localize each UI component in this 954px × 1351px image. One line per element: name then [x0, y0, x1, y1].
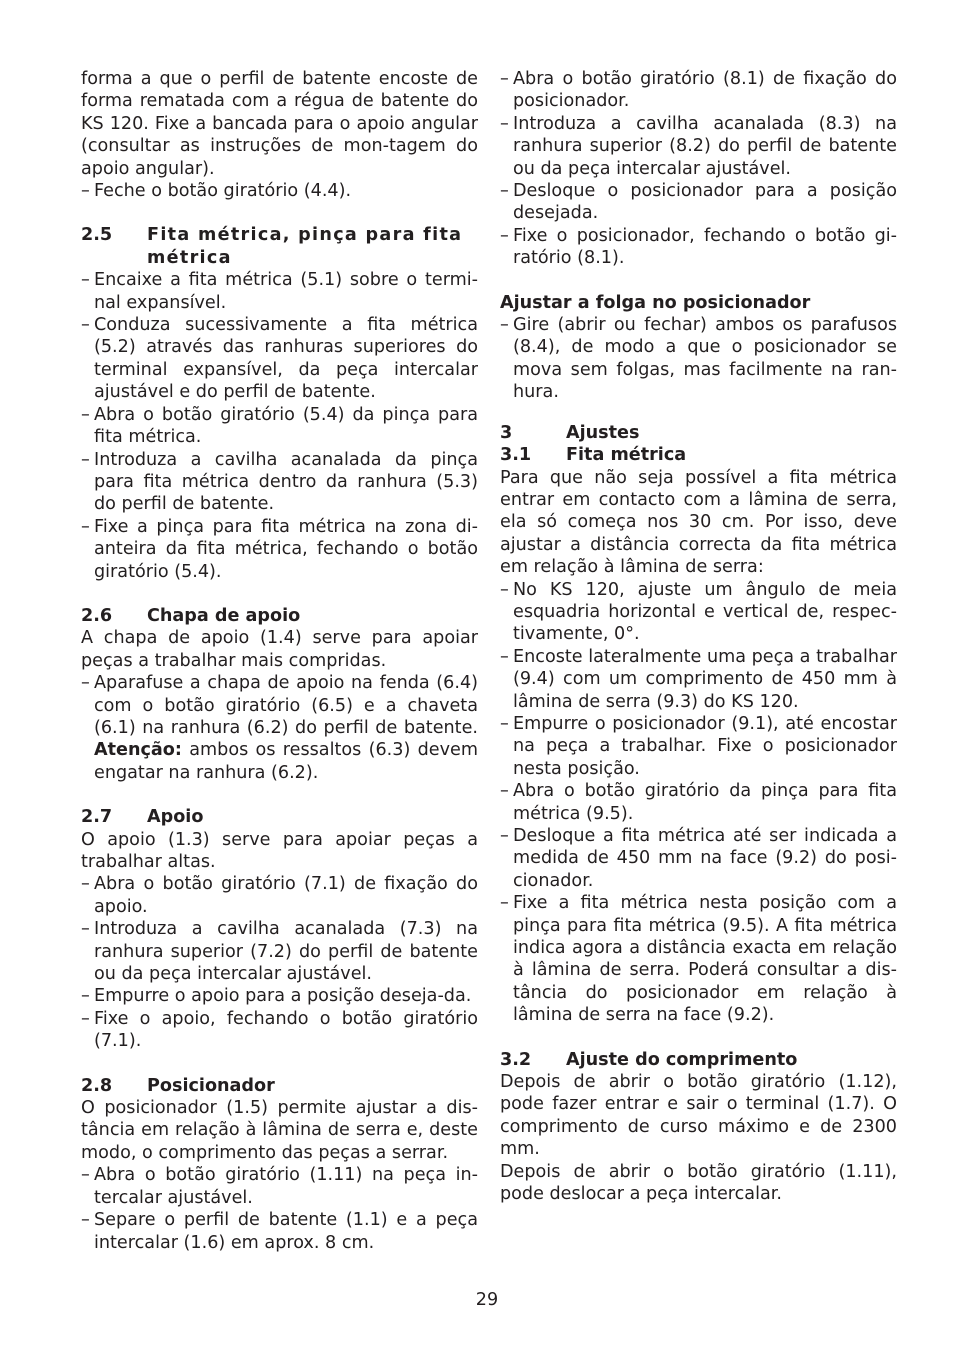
paragraph: A chapa de apoio (1.4) serve para apoiar peças a trabalhar mais compridas.: [81, 628, 478, 671]
list-item: – Abra o botão giratório (7.1) de fixação do apoio.: [81, 873, 478, 918]
section-number: 3.2: [500, 1049, 532, 1070]
list-item: – Fixe a pinça para fita métrica na zona di-anteira da fita métrica, fechando o botão giratório (5.4).: [81, 516, 478, 583]
left-column: [81, 68, 478, 1254]
list-item: – Encaixe a fita métrica (5.1) sobre o termi-nal expansível.: [81, 269, 478, 314]
list-item: – Fixe a fita métrica nesta posição com a pinça para fita métrica (9.5). A fita métrica indica agora a distância exacta em relação à lâmina de serra. Poderá consultar a dis-tância do posicionador em relação à lâmina de serra na face (9.2).: [500, 892, 897, 1026]
section-number: 3.1: [500, 445, 532, 466]
section-heading-2-7: [81, 806, 478, 828]
section-title: Fita métrica: [566, 445, 687, 466]
section-number: 2.8: [81, 1075, 113, 1096]
list-item: – Fixe o posicionador, fechando o botão gi-ratório (8.1).: [500, 225, 897, 270]
section-heading-2-8: [81, 1075, 478, 1097]
page-number: 29: [475, 1290, 499, 1310]
section-heading-3-1: [500, 444, 897, 466]
paragraph: Para que não seja possível a fita métrica entrar em contacto com a lâmina de serra, ela só começa nos 30 cm. Por isso, deve ajustar a distância correcta da fita métrica em relação à lâmina de serra:: [500, 467, 897, 578]
list-item: – Desloque a fita métrica até ser indicada a medida de 450 mm na face (9.2) do posi-cionador.: [500, 825, 897, 892]
section-title: Chapa de apoio: [147, 605, 301, 626]
list-item: – Conduza sucessivamente a fita métrica (5.2) através das ranhuras superiores do terminal expansível, da peça intercalar ajustável e do perfil de batente.: [81, 314, 478, 404]
list-item: – Abra o botão giratório (8.1) de fixação do posicionador.: [500, 68, 897, 113]
section-number: 2.5: [81, 225, 113, 246]
right-column: [500, 68, 897, 1206]
subheading-folga: Ajustar a folga no posicionador: [500, 292, 811, 313]
section-number: 3: [500, 422, 513, 443]
section-heading-2-6: [81, 605, 478, 627]
paragraph: O apoio (1.3) serve para apoiar peças a trabalhar altas.: [81, 829, 478, 872]
section-title: Ajustes: [566, 422, 640, 443]
section-title: Ajuste do comprimento: [566, 1049, 798, 1070]
paragraph: Depois de abrir o botão giratório (1.12), pode fazer entrar e sair o terminal (1.7). O comprimento de curso máximo e de 2300 mm.: [500, 1072, 897, 1160]
list-item: – Encoste lateralmente uma peça a trabalhar (9.4) com um comprimento de 450 mm à lâmina de serra (9.3) do KS 120.: [500, 646, 897, 713]
paragraph: Depois de abrir o botão giratório (1.11), pode deslocar a peça intercalar.: [500, 1161, 897, 1205]
list-item: – Fixe o apoio, fechando o botão giratório (7.1).: [81, 1008, 478, 1053]
continued-paragraph: forma a que o perfil de batente encoste de forma rematada com a régua de batente do KS 120. Fixe a bancada para o apoio angular (consultar as instruções de mon-tagem do apoio angular).: [81, 69, 478, 179]
list-item: – Abra o botão giratório da pinça para fita métrica (9.5).: [500, 780, 897, 825]
list-item: – Empurre o apoio para a posição deseja-da.: [81, 985, 478, 1007]
list-item: – Abra o botão giratório (1.11) na peça in-tercalar ajustável.: [81, 1164, 478, 1209]
section-heading-3: [500, 422, 897, 444]
list-item: – Abra o botão giratório (5.4) da pinça para fita métrica.: [81, 404, 478, 449]
list-item: – Gire (abrir ou fechar) ambos os parafusos (8.4), de modo a que o posicionador se mova sem folgas, mas facilmente na ran-hura.: [500, 314, 897, 404]
section-number: 2.7: [81, 807, 113, 828]
warning-label: Atenção:: [94, 740, 182, 761]
list-item: – Empurre o posicionador (9.1), até encostar na peça a trabalhar. Fixe o posicionador nesta posição.: [500, 713, 897, 780]
warning-text: ambos os ressaltos (6.3) devem engatar na ranhura (6.2).: [94, 740, 478, 783]
list-item: – Introduza a cavilha acanalada (7.3) na ranhura superior (7.2) do perfil de batente ou da peça intercalar ajustável.: [81, 918, 478, 985]
list-item: – Desloque o posicionador para a posição desejada.: [500, 180, 897, 225]
list-item: – Separe o perfil de batente (1.1) e a peça intercalar (1.6) em aprox. 8 cm.: [81, 1209, 478, 1254]
list-item: – Feche o botão giratório (4.4).: [81, 180, 478, 202]
section-title: Fita métrica, pinça para fita métrica: [147, 225, 463, 268]
section-number: 2.6: [81, 605, 113, 626]
section-title: Apoio: [147, 807, 204, 828]
list-item: [81, 672, 478, 784]
list-item: – Introduza a cavilha acanalada da pinça para fita métrica dentro da ranhura (5.3) do perfil de batente.: [81, 449, 478, 516]
paragraph: O posicionador (1.5) permite ajustar a dis-tância em relação à lâmina de serra e, deste modo, o comprimento das peças a serrar.: [81, 1098, 478, 1163]
list-item-text: Aparafuse a chapa de apoio na fenda (6.4) com o botão giratório (6.5) e a chaveta (6.1) na ranhura (6.2) do perfil de batente.: [94, 673, 478, 738]
list-item: – No KS 120, ajuste um ângulo de meia esquadria horizontal e vertical de, respec-tivamente, 0°.: [500, 579, 897, 646]
section-heading-2-5: [81, 224, 478, 269]
list-item: – Introduza a cavilha acanalada (8.3) na ranhura superior (8.2) do perfil de batente ou da peça intercalar ajustável.: [500, 113, 897, 180]
section-title: Posicionador: [147, 1075, 275, 1096]
section-heading-3-2: [500, 1049, 897, 1071]
